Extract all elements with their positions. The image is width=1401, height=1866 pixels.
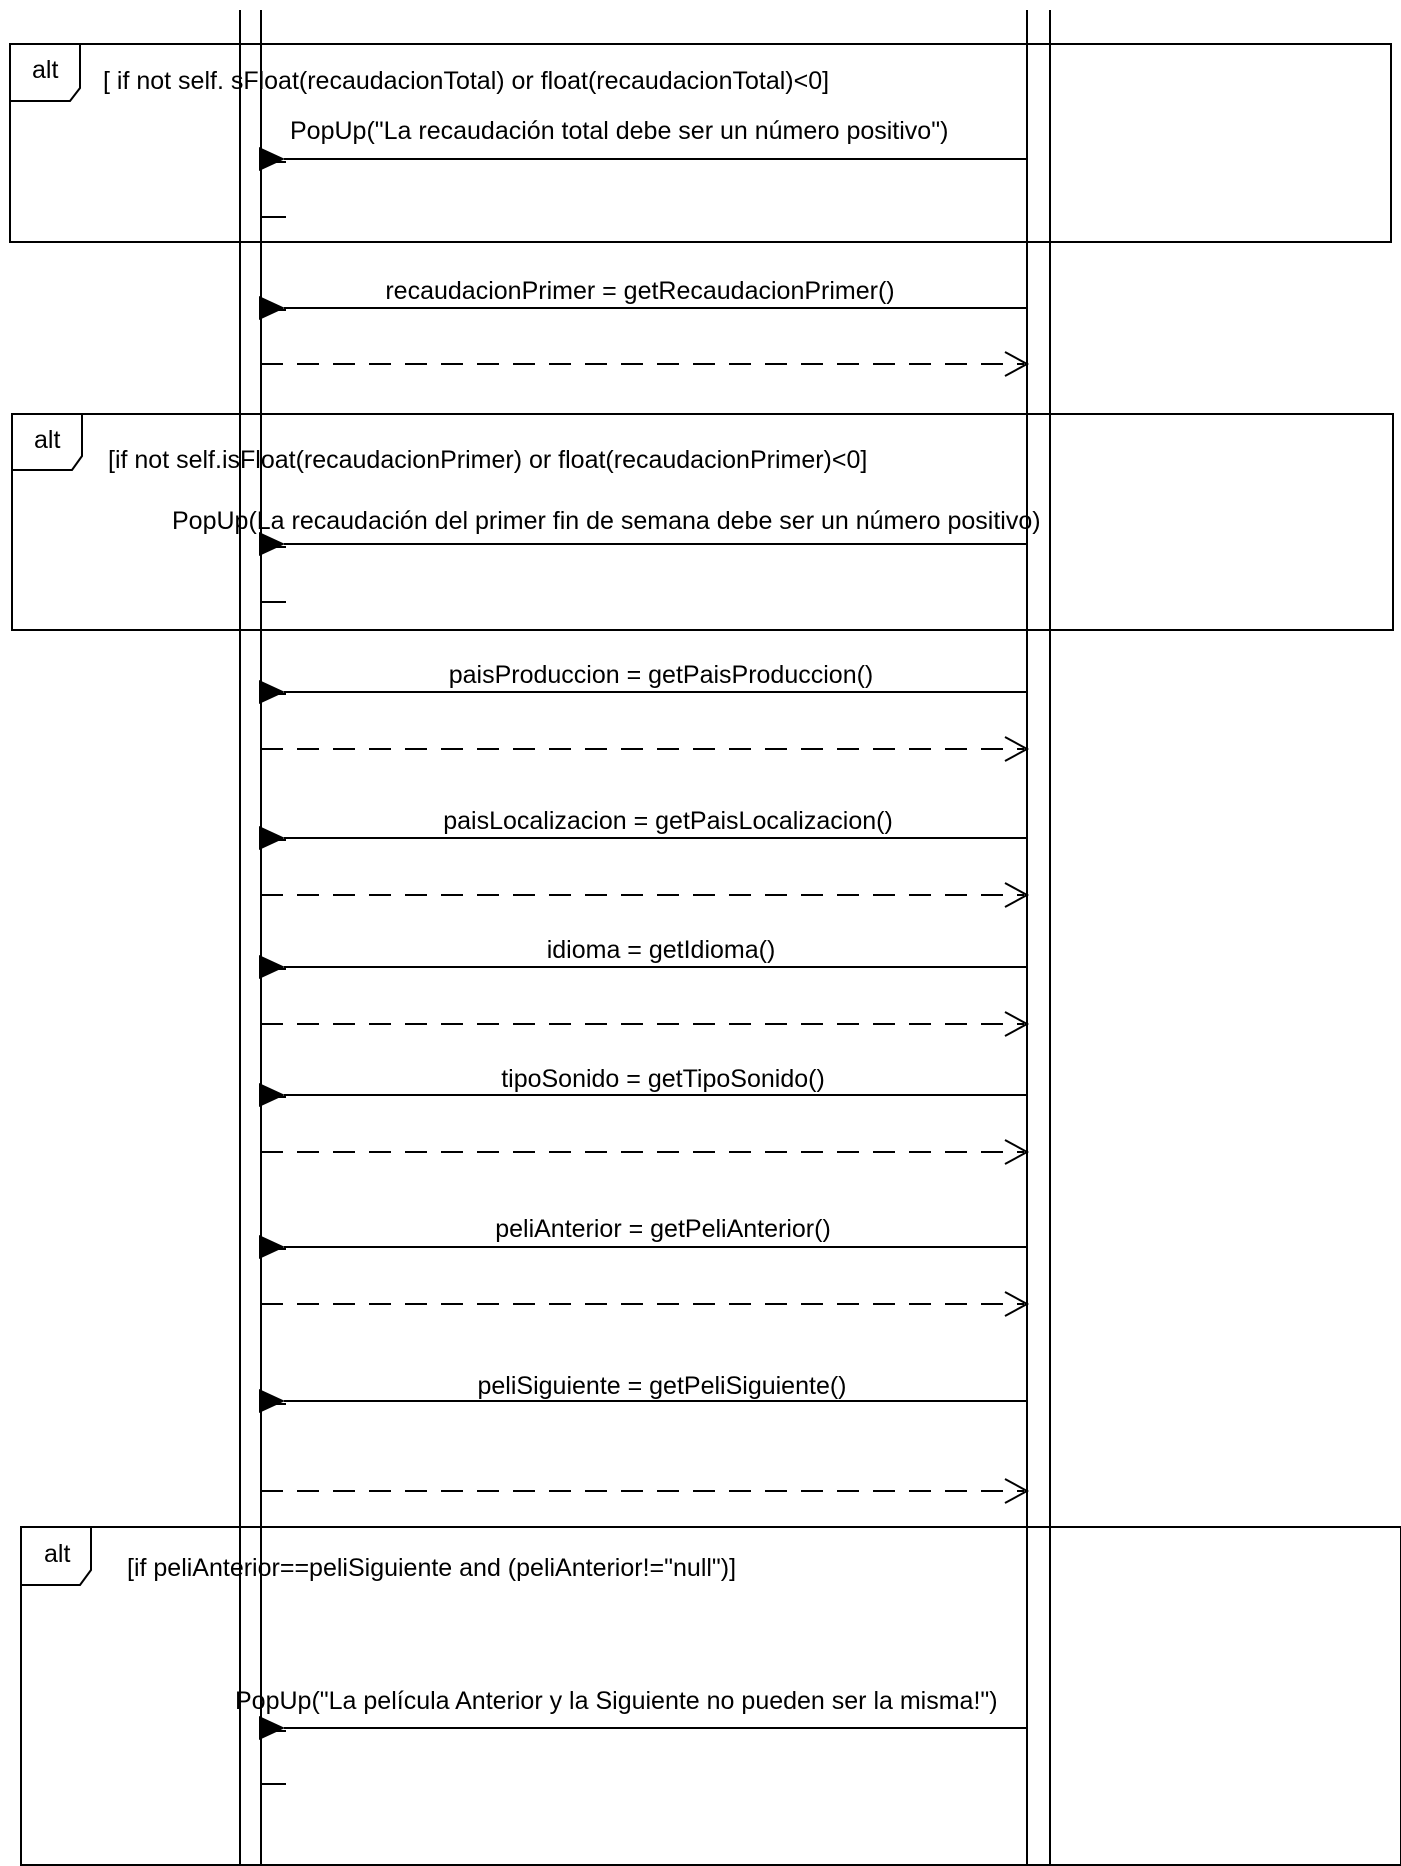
popup-message-label: PopUp(La recaudación del primer fin de semana debe ser un número positivo) [172,507,1041,535]
activation-bar [261,1097,286,1152]
call-pais-produccion [261,661,1027,761]
alt-guard: [if not self.isFloat(recaudacionPrimer) or float(recaudacionPrimer)<0] [108,446,868,474]
activation-bar [261,1731,286,1784]
popup-message-label: PopUp("La recaudación total debe ser un número positivo") [290,117,949,145]
alt-keyword: alt [44,1540,71,1568]
alt-keyword: alt [32,56,59,84]
activation-bar [261,162,286,217]
alt-keyword: alt [34,426,61,454]
alt-fragment-2 [12,414,1393,630]
call-label: tipoSonido = getTipoSonido() [501,1065,825,1093]
lifeline-right [1027,10,1050,1866]
call-peli-anterior [261,1215,1027,1316]
alt-guard: [if peliAnterior==peliSiguiente and (peliAnterior!="null")] [127,1554,737,1582]
lifeline-left [240,10,261,1866]
call-label: peliAnterior = getPeliAnterior() [495,1215,831,1243]
alt-guard: [ if not self. sFloat(recaudacionTotal) or float(recaudacionTotal)<0] [103,67,830,95]
call-pais-localizacion [261,807,1027,907]
call-recaudacion-primer [261,277,1027,376]
call-idioma [261,936,1027,1036]
activation-bar [261,969,286,1024]
alt-fragment-3 [21,1527,1401,1865]
call-label: paisProduccion = getPaisProduccion() [448,661,874,689]
activation-bar [261,1404,286,1491]
activation-bar [261,840,286,895]
activation-bar [261,1249,286,1304]
call-tipo-sonido [261,1065,1027,1164]
call-label: peliSiguiente = getPeliSiguiente() [477,1372,847,1400]
call-peli-siguiente [261,1372,1027,1503]
call-label: idioma = getIdioma() [546,936,776,964]
activation-bar [261,547,286,602]
popup-message-label: PopUp("La película Anterior y la Siguiente no pueden ser la misma!") [235,1687,998,1715]
alt-fragment-1 [10,44,1391,242]
call-label: paisLocalizacion = getPaisLocalizacion() [443,807,893,835]
call-label: recaudacionPrimer = getRecaudacionPrimer() [385,277,895,305]
activation-bar [261,694,286,749]
activation-bar [261,310,286,364]
